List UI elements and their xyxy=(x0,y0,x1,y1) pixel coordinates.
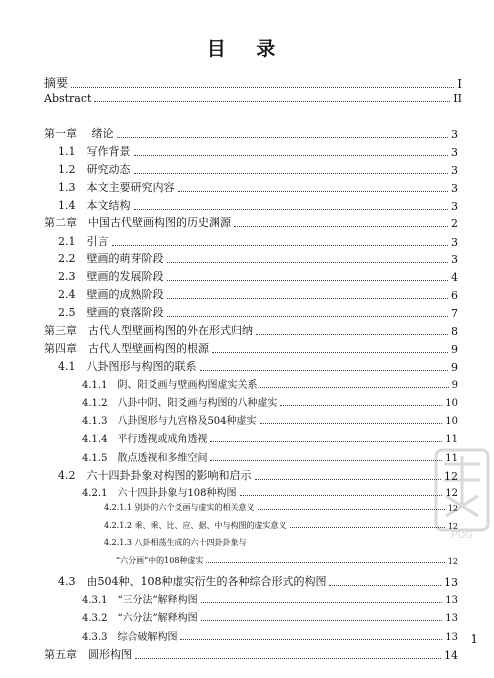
toc-entry-page: 12 xyxy=(445,488,458,499)
toc-leader-dots xyxy=(240,495,443,496)
toc-leader-dots xyxy=(134,173,449,174)
toc-entry-label: “六分画”中的108种虚实 xyxy=(116,556,204,565)
toc-entry-label: 1.3 本文主要研究内容 xyxy=(58,181,175,194)
toc-entry-label: 4.2 六十四卦卦象对构图的影响和启示 xyxy=(58,469,252,482)
toc-entry-page: 4 xyxy=(451,271,458,284)
toc-entry-page: 9 xyxy=(451,343,458,356)
toc-entry-label: 4.1 八卦图形与构图的联系 xyxy=(58,360,197,373)
toc-entry[interactable] xyxy=(82,449,458,464)
toc-entry-page: 12 xyxy=(447,504,458,513)
toc-leader-dots xyxy=(112,245,449,246)
toc-entry[interactable] xyxy=(44,74,462,91)
toc-leader-dots xyxy=(206,562,444,563)
toc-entry-label: 1.1 写作背景 xyxy=(58,145,131,158)
toc-entry[interactable] xyxy=(44,92,462,105)
toc-entry[interactable] xyxy=(116,555,458,566)
watermark-seal xyxy=(432,446,492,542)
toc-entry-label: 2.4 壁画的成熟阶段 xyxy=(58,288,164,301)
toc-entry-page: 9 xyxy=(451,361,458,374)
toc-entry-page: 3 xyxy=(451,200,458,213)
toc-leader-dots xyxy=(135,658,441,659)
toc-entry[interactable] xyxy=(82,628,458,643)
toc-entry-label: 4.1.2 八卦中阴、阳爻画与构图的八种虚实 xyxy=(82,398,278,409)
toc-entry-label: 4.1.1 阴、阳爻画与壁画构图虚实关系 xyxy=(82,380,258,391)
toc-entry-label: 4.3.1 “三分法”解释构图 xyxy=(82,595,198,606)
toc-entry-page: 3 xyxy=(451,236,458,249)
toc-entry-page: 10 xyxy=(445,398,458,409)
toc-entry-page: 13 xyxy=(445,632,458,643)
toc-entry-page: I xyxy=(457,77,462,91)
toc-entry-page: 3 xyxy=(451,146,458,159)
toc-entry-label: 4.1.3 八卦图形与九宫格及504种虚实 xyxy=(82,416,257,427)
toc-entry-label: 4.2.1.2 乘、乘、比、应、据、中与构图的虚实意义 xyxy=(104,521,287,530)
toc-entry[interactable] xyxy=(58,161,458,177)
toc-leader-dots xyxy=(290,527,445,528)
toc-entry-label: 4.3 由504种、108种虚实衍生的各种综合形式的构图 xyxy=(58,575,327,588)
toc-leader-dots xyxy=(134,209,449,210)
toc-entry[interactable] xyxy=(58,233,458,249)
toc-leader-dots xyxy=(255,479,442,480)
toc-entry-page: 3 xyxy=(451,182,458,195)
toc-leader-dots xyxy=(260,423,443,424)
toc-entry-page: 11 xyxy=(445,453,458,464)
toc-leader-dots xyxy=(210,460,442,461)
toc-leader-dots xyxy=(210,441,442,442)
toc-entry-label: 4.3.3 综合破解构图 xyxy=(82,632,178,643)
toc-entry-page: 12 xyxy=(444,470,458,483)
toc-entry-page: 10 xyxy=(445,416,458,427)
toc-entry[interactable] xyxy=(58,250,458,266)
toc-entry-label: 4.2.1 六十四卦卦象与108种构图 xyxy=(82,488,237,499)
toc-leader-dots xyxy=(71,87,454,88)
toc-leader-dots xyxy=(167,280,449,281)
toc-entry[interactable] xyxy=(82,376,458,391)
toc-leader-dots xyxy=(234,226,448,227)
toc-entry[interactable] xyxy=(44,322,458,338)
toc-entry[interactable] xyxy=(82,609,458,624)
toc-entry-label: 1.4 本文结构 xyxy=(58,199,131,212)
toc-leader-dots xyxy=(117,137,449,138)
toc-leader-dots xyxy=(256,334,448,335)
toc-entry-page: 9 xyxy=(451,380,458,391)
toc-entry-page: 3 xyxy=(451,164,458,177)
toc-leader-dots xyxy=(134,155,449,156)
watermark-text: PDG xyxy=(451,530,473,541)
toc-leader-dots xyxy=(167,316,449,317)
toc-leader-dots xyxy=(212,352,448,353)
toc-entry[interactable] xyxy=(44,646,458,662)
toc-entry-page: 11 xyxy=(445,434,458,445)
toc-entry-page: II xyxy=(453,92,462,105)
toc-leader-dots xyxy=(167,262,449,263)
toc-leader-dots xyxy=(167,298,449,299)
toc-entry-page: 2 xyxy=(451,217,458,230)
toc-entry[interactable] xyxy=(58,143,458,159)
toc-entry-page: 12 xyxy=(447,522,458,531)
toc-entry[interactable] xyxy=(58,358,458,374)
toc-entry-page: 13 xyxy=(445,613,458,624)
toc-entry-label: 4.1.5 散点透视和多维空间 xyxy=(82,453,208,464)
toc-entry[interactable] xyxy=(82,394,458,409)
page-number: 1 xyxy=(470,632,478,646)
toc-entry-page: 14 xyxy=(444,649,458,662)
toc-entry[interactable] xyxy=(82,591,458,606)
toc-entry[interactable] xyxy=(82,484,458,499)
toc-entry[interactable] xyxy=(44,125,458,141)
toc-entry-label: 2.5 壁画的衰落阶段 xyxy=(58,306,164,319)
toc-leader-dots xyxy=(201,620,443,621)
toc-entry-label: 4.2.1.1 别卦的六个爻画与虚实的相关意义 xyxy=(104,503,255,512)
toc-entry-page: 8 xyxy=(451,325,458,338)
toc-entry-page: 3 xyxy=(451,253,458,266)
toc-entry[interactable] xyxy=(58,304,458,320)
toc-entry[interactable] xyxy=(58,467,458,483)
toc-entry-label: 2.3 壁画的发展阶段 xyxy=(58,270,164,283)
toc-entry-label: 第二章 中国古代壁画构图的历史渊源 xyxy=(44,216,231,229)
toc-entry-page: 13 xyxy=(445,595,458,606)
toc-entry-label: 第一章 绪论 xyxy=(44,127,114,140)
toc-entry-label: Abstract xyxy=(44,92,92,105)
toc-entry[interactable] xyxy=(44,214,458,230)
toc-leader-dots xyxy=(200,370,449,371)
toc-entry[interactable] xyxy=(58,179,458,195)
toc-entry[interactable] xyxy=(82,430,458,445)
toc-entry-label: 第三章 古代人型壁画构图的外在形式归纳 xyxy=(44,324,253,337)
toc-leader-dots xyxy=(280,405,442,406)
toc-entry[interactable] xyxy=(58,573,458,589)
toc-leader-dots xyxy=(178,191,449,192)
toc-entry[interactable] xyxy=(104,537,458,548)
toc-leader-dots xyxy=(329,585,441,586)
toc-entry-page: 7 xyxy=(451,307,458,320)
toc-entry-label: 摘要 xyxy=(44,76,69,90)
toc-leader-dots xyxy=(260,387,448,388)
toc-entry[interactable] xyxy=(82,412,458,427)
toc-entry-page: 6 xyxy=(451,289,458,302)
toc-leader-dots xyxy=(201,602,443,603)
toc-entry-label: 2.1 引言 xyxy=(58,235,109,248)
toc-entry-page: 12 xyxy=(447,557,458,566)
toc-entry-label: 1.2 研究动态 xyxy=(58,163,131,176)
toc-entry[interactable] xyxy=(104,520,458,531)
toc-entry-label: 2.2 壁画的萌芽阶段 xyxy=(58,252,164,265)
toc-leader-dots xyxy=(180,639,442,640)
toc-entry-label: 4.3.2 “六分法”解释构图 xyxy=(82,613,198,624)
toc-entry-label: 第五章 圆形构图 xyxy=(44,648,132,661)
toc-entry-page: 13 xyxy=(444,576,458,589)
toc-entry[interactable] xyxy=(104,502,458,513)
toc-title: 目 录 xyxy=(206,38,288,60)
toc-entry-label: 第四章 古代人型壁画构图的根源 xyxy=(44,342,209,355)
toc-entry[interactable] xyxy=(44,340,458,356)
toc-entry[interactable] xyxy=(58,197,458,213)
toc-entry-page: 3 xyxy=(451,128,458,141)
toc-leader-dots xyxy=(258,509,445,510)
toc-entry-label: 4.2.1.3 八卦相荡生成的六十四卦卦象与 xyxy=(104,538,247,547)
toc-leader-dots xyxy=(94,101,450,102)
toc-entry[interactable] xyxy=(58,286,458,302)
toc-entry[interactable] xyxy=(58,268,458,284)
toc-entry-label: 4.1.4 平行透视或成角透视 xyxy=(82,434,208,445)
